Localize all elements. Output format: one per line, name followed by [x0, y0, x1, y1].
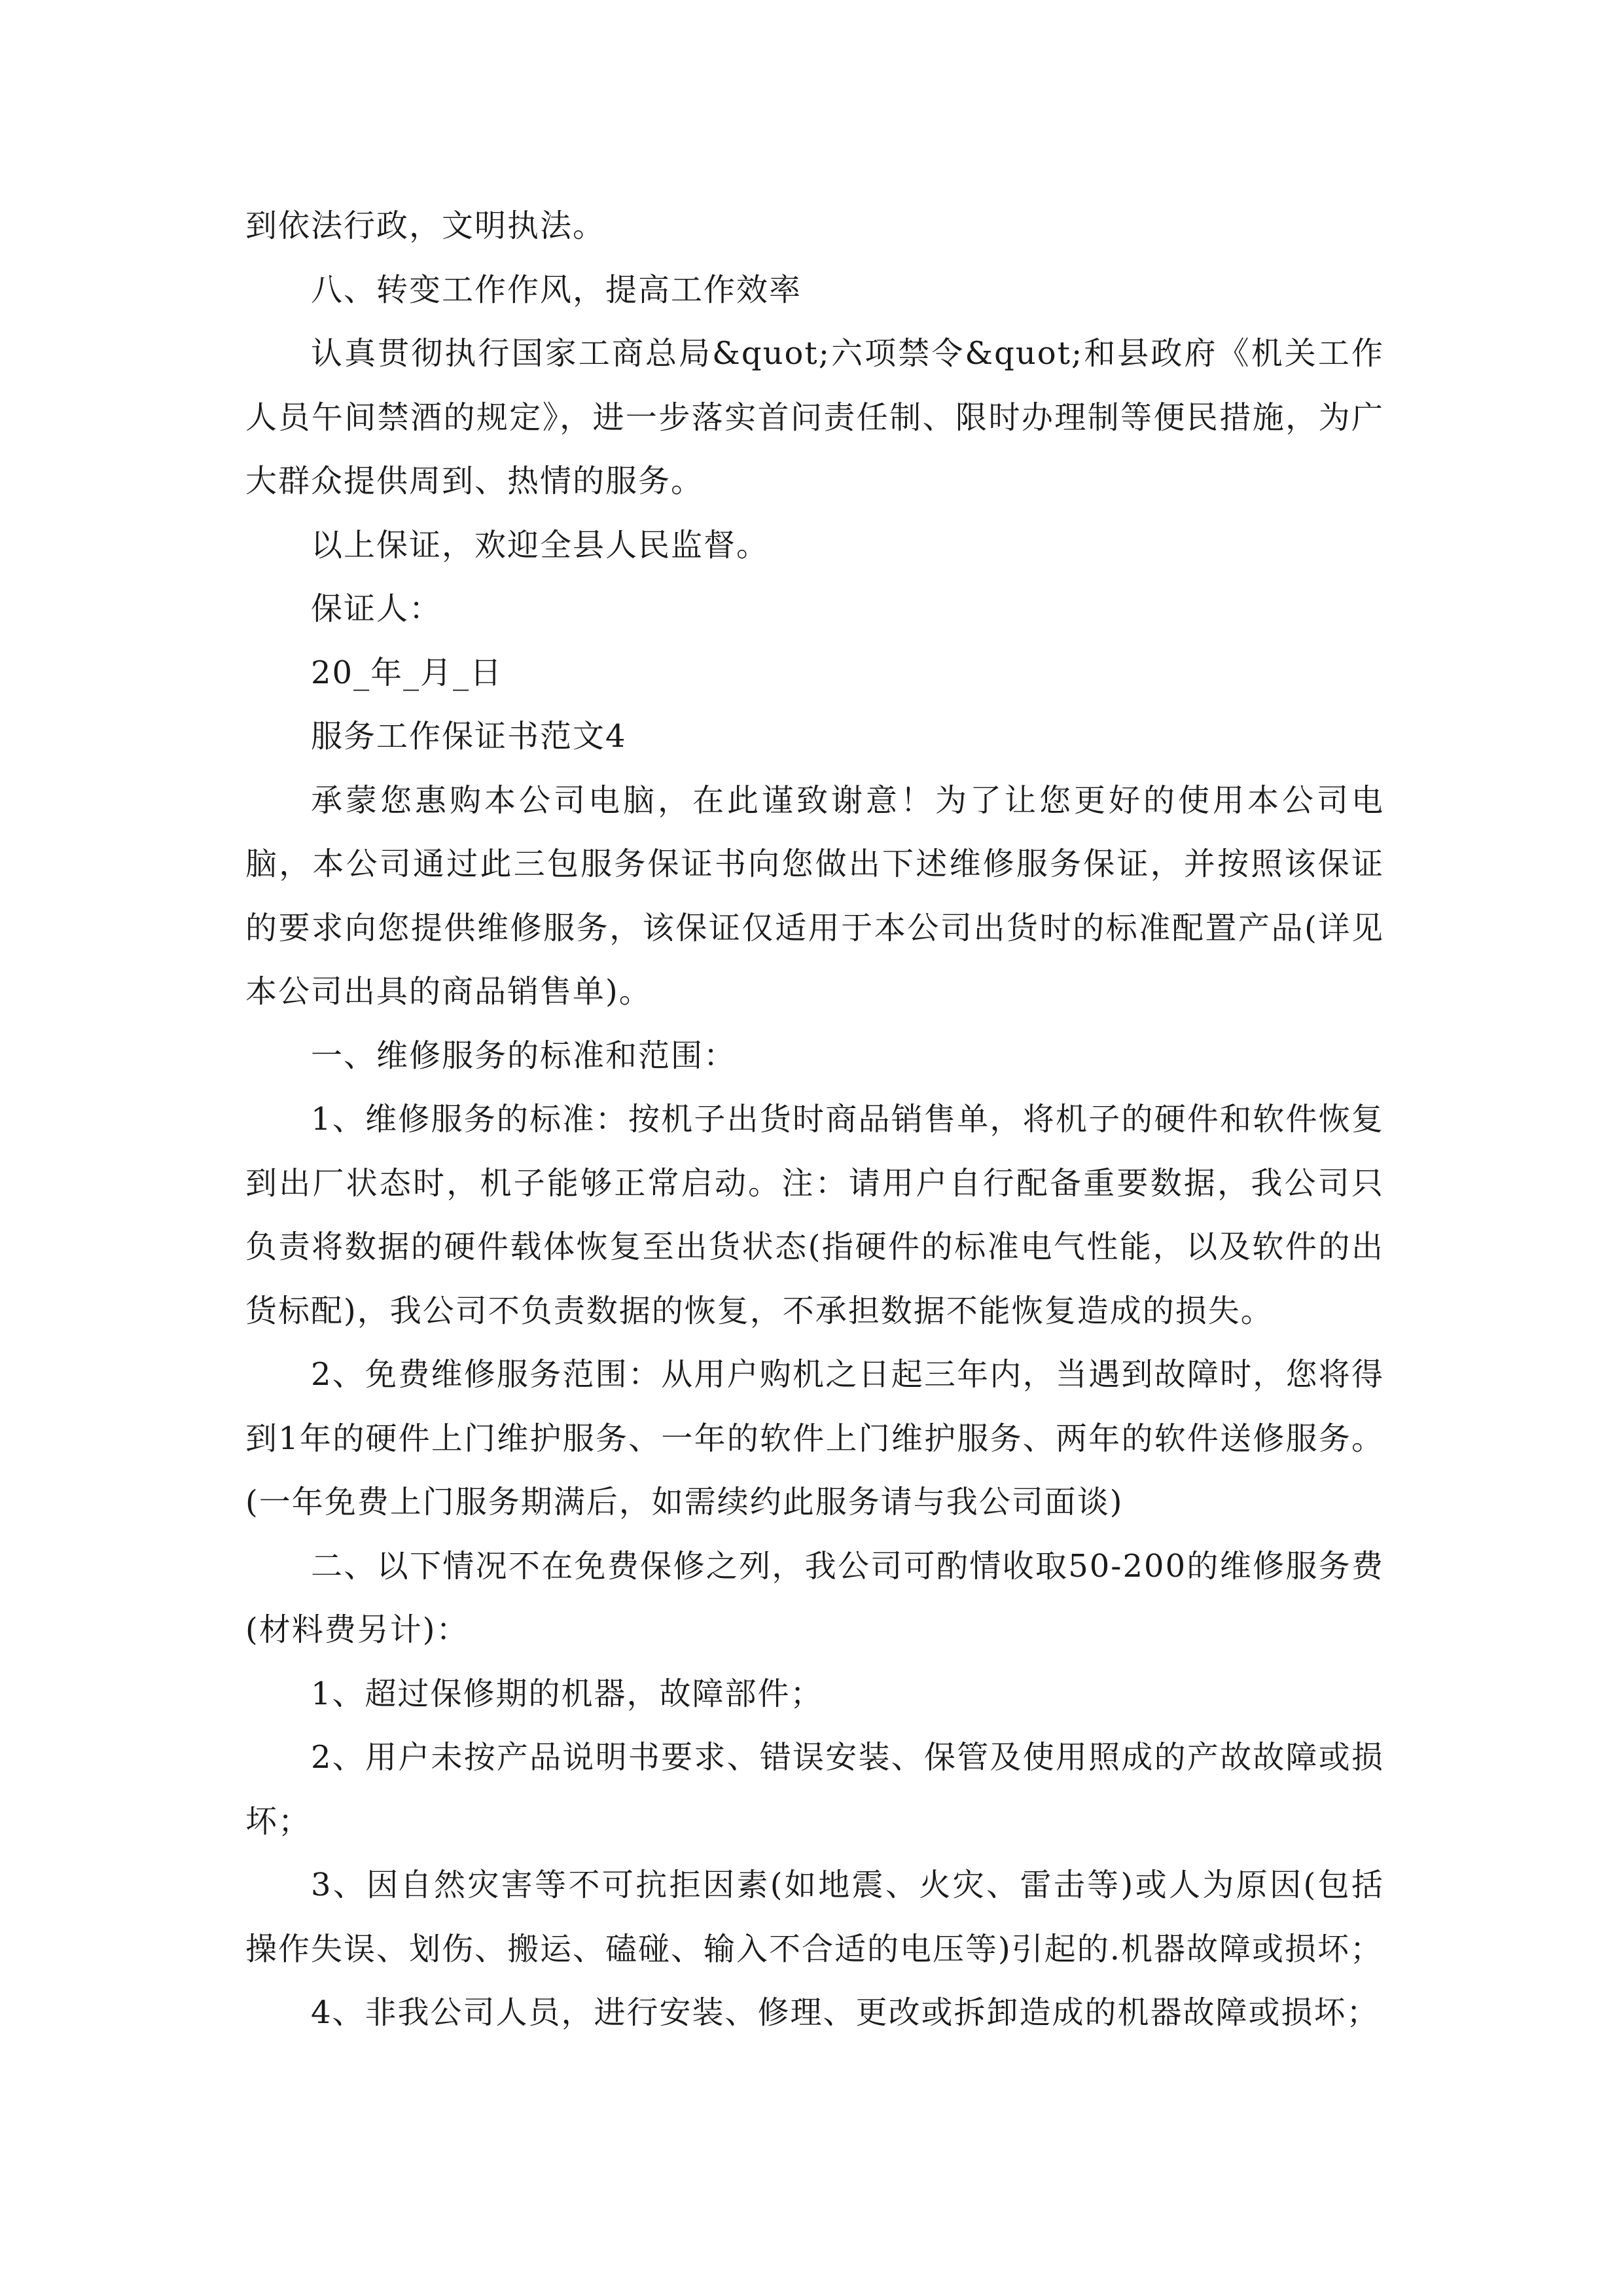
- date-line: 20_年_月_日: [311, 654, 503, 691]
- list-item: 1、维修服务的标准：按机子出货时商品销售单，将机子的硬件和软件恢复到出厂状态时，机子能够正常启动。注：请用户自行配备重要数据，我公司只负责将数据的硬件载体恢复至出货状态(指硬件的标准电气性能，以及软件的出货标配)，我公司不负责数据的恢复，不承担数据不能恢复造成的损失。: [245, 1101, 1384, 1329]
- paragraph: 承蒙您惠购本公司电脑，在此谨致谢意！为了让您更好的使用本公司电脑，本公司通过此三包服务保证书向您做出下述维修服务保证，并按照该保证的要求向您提供维修服务，该保证仅适用于本公司出货时的标准配置产品(详见本公司出具的商品销售单)。: [245, 781, 1384, 1010]
- list-item: 2、免费维修服务范围：从用户购机之日起三年内，当遇到故障时，您将得到1年的硬件上门维护服务、一年的软件上门维护服务、两年的软件送修服务。(一年免费上门服务期满后，如需续约此服务请与我公司面谈): [245, 1356, 1384, 1520]
- section-heading: 二、以下情况不在免费保修之列，我公司可酌情收取50-200的维修服务费(材料费另计)：: [245, 1547, 1384, 1648]
- list-item: 2、用户未按产品说明书要求、错误安装、保管及使用照成的产故故障或损坏；: [245, 1739, 1384, 1840]
- paragraph: 以上保证，欢迎全县人民监督。: [311, 526, 770, 564]
- document-body: [245, 194, 1384, 2045]
- document-subtitle: 服务工作保证书范文4: [311, 718, 627, 755]
- section-heading: 八、转变工作作风，提高工作效率: [311, 271, 802, 308]
- signature-label: 保证人：: [311, 590, 442, 627]
- list-item: 4、非我公司人员，进行安装、修理、更改或拆卸造成的机器故障或损坏；: [311, 1994, 1380, 2031]
- paragraph: 认真贯彻执行国家工商总局&quot;六项禁令&quot;和县政府《机关工作人员午间禁酒的规定》，进一步落实首问责任制、限时办理制等便民措施，为广大群众提供周到、热情的服务。: [245, 335, 1384, 499]
- list-item: 1、超过保修期的机器，故障部件；: [311, 1675, 823, 1712]
- section-heading: 一、维修服务的标准和范围：: [311, 1037, 737, 1074]
- list-item: 3、因自然灾害等不可抗拒因素(如地震、火灾、雷击等)或人为原因(包括操作失误、划伤、搬运、磕碰、输入不合适的电压等)引起的.机器故障或损坏；: [245, 1867, 1384, 1967]
- paragraph: 到依法行政，文明执法。: [245, 207, 606, 244]
